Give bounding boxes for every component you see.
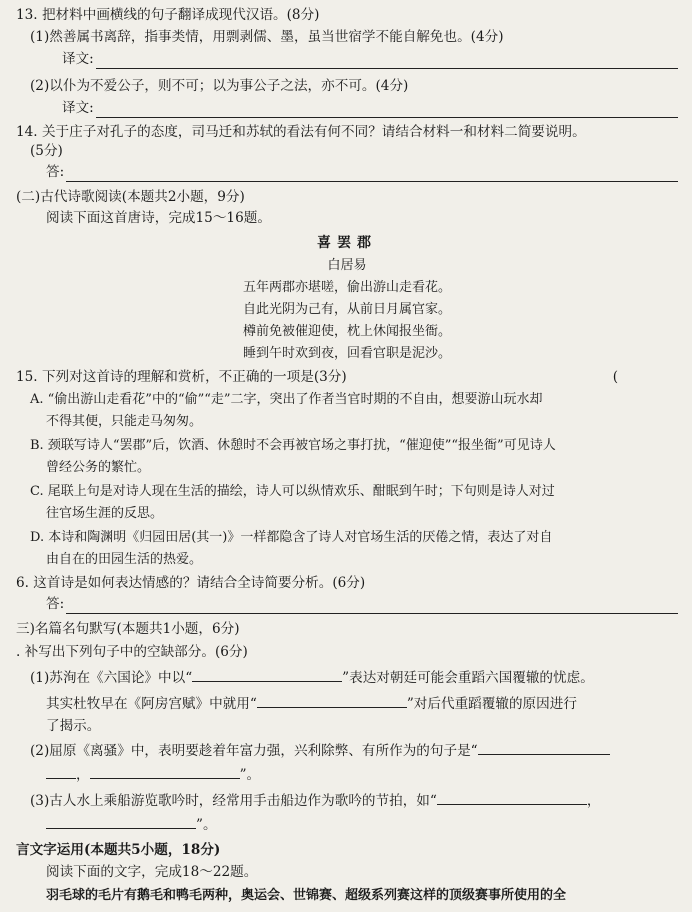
answer-label: 答:: [46, 596, 65, 612]
q17-sub1-text-a: (1)苏洵在《六国论》中以“: [30, 670, 193, 686]
q17-sub2-text-b: ，: [76, 767, 90, 783]
q13-stem: 13. 把材料中画横线的句子翻译成现代汉语。(8分): [16, 7, 320, 23]
fill-blank-4[interactable]: [90, 765, 240, 779]
q17-sub3-line1: [16, 791, 678, 811]
fill-blank-5[interactable]: [437, 791, 587, 805]
q17-sub2-text-c: ”。: [239, 767, 261, 783]
q13-answer-line-2: [16, 99, 678, 118]
answer-rule[interactable]: [96, 53, 678, 69]
fill-blank-3-cont[interactable]: [46, 765, 76, 779]
fill-blank-3[interactable]: [478, 741, 610, 755]
q17-sub1-line1: [16, 668, 678, 688]
q13-sub1: (1)然善属书离辞，指事类情，用剽剥儒、墨，虽当世宿学不能自解免也。(4分): [30, 29, 504, 45]
poem-line: 睡到午时欢到夜，回看官职是泥沙。: [242, 346, 451, 361]
section4-passage: 羽毛球的毛片有鹅毛和鸭毛两种，奥运会、世锦赛、超级系列赛这样的顶级赛事所使用的全: [46, 888, 567, 903]
q17-sub1-line2: [16, 694, 678, 714]
q17-sub1-line3: 了揭示。: [46, 718, 101, 734]
answer-paren[interactable]: (: [612, 369, 618, 385]
fill-blank-1[interactable]: [192, 668, 342, 682]
q17-sub2-line2: [16, 765, 678, 785]
q17-sub3-text-b: ，: [586, 793, 601, 809]
poem-line: 五年两郡亦堪嗟，偷出游山走看花。: [242, 280, 451, 295]
q13-sub2: (2)以仆为不爱公子，则不可；以为事公子之法，亦不可。(4分): [30, 78, 409, 94]
answer-rule[interactable]: [66, 598, 678, 614]
answer-rule[interactable]: [66, 166, 678, 182]
answer-label: 答:: [46, 164, 65, 180]
q15-option-b: B. 颈联写诗人“罢郡”后，饮酒、休憩时不会再被官场之事打扰，“催迎使”“报坐衙”可见诗人: [30, 438, 556, 453]
q17-stem: . 补写出下列句子中的空缺部分。(6分): [16, 644, 248, 660]
q15-option-a-cont: 不得其便，只能走马匆匆。: [46, 414, 203, 429]
q14-stem: 14. 关于庄子对孔子的态度，司马迁和苏轼的看法有何不同？请结合材料一和材料二简要说明。: [16, 124, 586, 140]
answer-label: 译文:: [62, 51, 94, 67]
q17-sub3-text-c: ”。: [196, 817, 217, 833]
q15-option-c: C. 尾联上句是对诗人现在生活的描绘，诗人可以纵情欢乐、酣眠到午时；下句则是诗人对过: [30, 484, 555, 499]
poem-body: [16, 277, 678, 365]
section3-heading: 三)名篇名句默写(本题共1小题，6分): [16, 621, 240, 637]
q17-sub2-line1: [16, 741, 678, 761]
q15-option-c-cont: 往官场生涯的反思。: [46, 506, 164, 521]
answer-rule[interactable]: [96, 102, 678, 118]
fill-blank-6[interactable]: [46, 815, 196, 829]
q14-score: (5分): [30, 143, 63, 159]
q17-sub2-text-a: (2)屈原《离骚》中，表明要趁着年富力强，兴利除弊、有所作为的句子是“: [30, 743, 478, 759]
poem-line: 自此光阴为己有，从前日月属官家。: [242, 302, 451, 317]
q15-option-a: A. “偷出游山走看花”中的“偷”“走”二字，突出了作者当官时期的不自由，想要游山玩水却: [30, 392, 543, 407]
poem-title: 喜罢郡: [317, 235, 377, 251]
q16-stem: 6. 这首诗是如何表达情感的？请结合全诗简要分析。(6分): [16, 575, 366, 591]
section2-heading: (二)古代诗歌阅读(本题共2小题，9分): [16, 189, 245, 205]
fill-blank-2[interactable]: [257, 694, 407, 708]
poem-line: 樽前免被催迎使，枕上休闻报坐衙。: [242, 324, 451, 339]
q14-answer-line: [16, 163, 678, 182]
section2-intro: 阅读下面这首唐诗，完成15～16题。: [46, 210, 271, 226]
q15-option-d-cont: 由自在的田园生活的热爱。: [46, 552, 203, 567]
q15-option-d: D. 本诗和陶渊明《归园田居(其一)》一样都隐含了诗人对官场生活的厌倦之情，表达了对自: [30, 530, 553, 545]
poem-author: 白居易: [327, 258, 367, 273]
q15-option-b-cont: 曾经公务的繁忙。: [46, 460, 151, 475]
q17-sub1-text-c: 其实杜牧早在《阿房宫赋》中就用“: [46, 696, 257, 712]
q17-sub1-text-d: ”对后代重蹈覆辙的原因进行: [406, 696, 577, 712]
q17-sub3-line2: [16, 815, 678, 835]
q17-sub1-text-b: ”表达对朝廷可能会重蹈六国覆辙的忧虑。: [342, 670, 594, 686]
section4-intro: 阅读下面的文字，完成18～22题。: [46, 864, 258, 880]
q16-answer-line: [16, 595, 678, 614]
section4-heading: 言文字运用(本题共5小题，18分): [16, 842, 221, 858]
q15-stem: [16, 368, 678, 387]
q17-sub3-text-a: (3)古人水上乘船游览歌吟时，经常用手击船边作为歌吟的节拍，如“: [30, 793, 437, 809]
q13-answer-line-1: [16, 50, 678, 69]
answer-label: 译文:: [62, 100, 94, 116]
q15-stem-text: 15. 下列对这首诗的理解和赏析，不正确的一项是(3分): [16, 369, 347, 385]
